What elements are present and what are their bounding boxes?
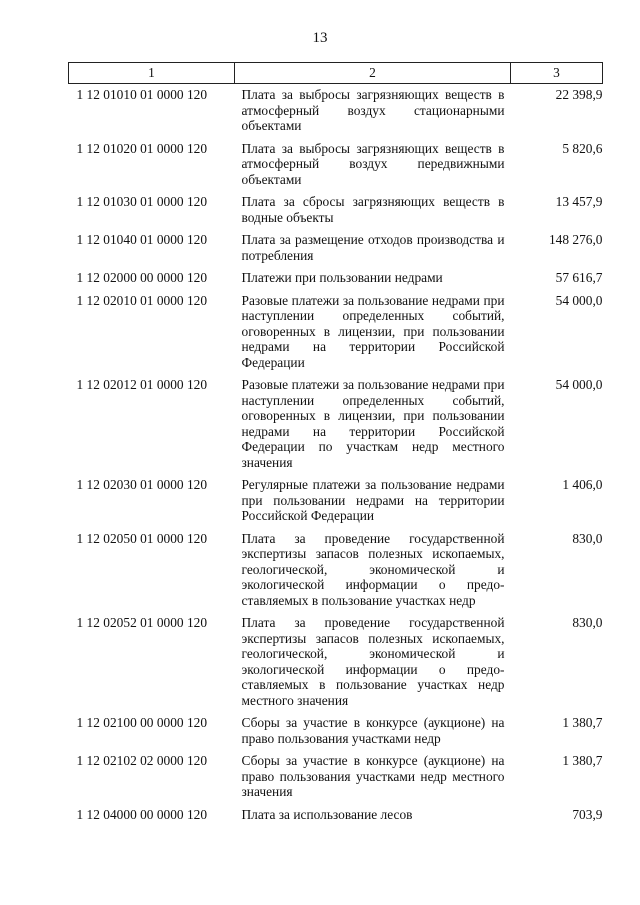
table-row bbox=[69, 528, 603, 613]
column-header-code: 1 bbox=[69, 63, 235, 84]
row-name: Плата за проведение государственной экспертизы запасов полезных ископаемых, геологической, экономической и экологической информации о предоставляемых в пользование участках недр местного значения bbox=[241, 615, 505, 708]
page-number: 13 bbox=[312, 30, 328, 46]
table-row bbox=[69, 712, 603, 750]
row-name: Платежи при пользовании недрами bbox=[241, 270, 443, 285]
row-amount: 54 000,0 bbox=[555, 377, 603, 392]
table-row bbox=[69, 267, 603, 290]
table-row bbox=[69, 290, 603, 375]
row-name: Сборы за участие в конкурсе (аукционе) на право пользования участками недр местного значения bbox=[241, 753, 505, 799]
row-name: Плата за размещение отходов производства и потребления bbox=[241, 232, 505, 263]
row-amount: 22 398,9 bbox=[555, 87, 603, 102]
row-amount: 13 457,9 bbox=[555, 194, 603, 209]
row-name: Плата за выбросы загрязняющих веществ в атмосферный воздух стационарными объектами bbox=[241, 87, 505, 133]
row-code: 1 12 01020 01 0000 120 bbox=[76, 140, 208, 156]
row-code: 1 12 02050 01 0000 120 bbox=[76, 530, 208, 546]
column-header-amount: 3 bbox=[511, 63, 603, 84]
row-code: 1 12 02030 01 0000 120 bbox=[76, 477, 208, 492]
row-code: 1 12 01030 01 0000 120 bbox=[76, 194, 208, 209]
table-row bbox=[69, 750, 603, 804]
row-code: 1 12 02100 00 0000 120 bbox=[76, 715, 208, 730]
row-name: Регулярные платежи за пользование недрами при пользовании недрами на территории Российской Федерации bbox=[241, 477, 505, 523]
row-name: Плата за сбросы загрязняющих веществ в водные объекты bbox=[241, 194, 505, 225]
row-amount: 1 406,0 bbox=[562, 477, 603, 492]
row-code: 1 12 04000 00 0000 120 bbox=[76, 806, 208, 822]
row-amount: 148 276,0 bbox=[548, 232, 603, 247]
table-row bbox=[69, 229, 603, 267]
row-amount: 54 000,0 bbox=[555, 292, 603, 308]
row-amount: 1 380,7 bbox=[562, 753, 603, 768]
row-name: Плата за использование лесов bbox=[241, 806, 413, 822]
row-amount: 57 616,7 bbox=[555, 270, 603, 285]
row-name: Разовые платежи за пользование недрами при наступлении определенных событий, оговоренных в лицензии, при пользовании недрами на территории Российской Федерации по участкам недр местного значения bbox=[241, 377, 505, 470]
row-name: Разовые платежи за пользование недрами при наступлении определенных событий, оговоренных в лицензии, при пользовании недрами на территории Российской Федерации bbox=[241, 292, 505, 370]
table-row bbox=[69, 138, 603, 192]
row-name: Плата за выбросы загрязняющих веществ в атмосферный воздух передвижными объектами bbox=[241, 140, 505, 187]
table-row bbox=[69, 474, 603, 528]
row-name: Плата за проведение государственной экспертизы запасов полезных ископаемых, геологической, экономической и экологической информации о предоставляемых в пользование участках недр bbox=[241, 530, 505, 608]
table-row bbox=[69, 804, 603, 827]
table-row bbox=[69, 374, 603, 474]
row-code: 1 12 02000 00 0000 120 bbox=[76, 270, 208, 285]
row-amount: 1 380,7 bbox=[562, 715, 603, 730]
row-code: 1 12 02052 01 0000 120 bbox=[76, 615, 208, 630]
row-amount: 830,0 bbox=[572, 530, 603, 546]
row-code: 1 12 01040 01 0000 120 bbox=[76, 232, 208, 247]
row-code: 1 12 01010 01 0000 120 bbox=[76, 87, 208, 102]
column-header-name: 2 bbox=[235, 63, 511, 84]
table-header-row bbox=[69, 63, 603, 84]
table-row bbox=[69, 612, 603, 712]
row-name: Сборы за участие в конкурсе (аукционе) на право пользования участками недр bbox=[241, 715, 505, 746]
table-row bbox=[69, 191, 603, 229]
table-row bbox=[69, 84, 603, 138]
row-amount: 830,0 bbox=[572, 615, 603, 630]
row-amount: 703,9 bbox=[572, 806, 603, 822]
row-code: 1 12 02012 01 0000 120 bbox=[76, 377, 208, 392]
row-code: 1 12 02102 02 0000 120 bbox=[76, 753, 208, 768]
row-code: 1 12 02010 01 0000 120 bbox=[76, 292, 208, 308]
budget-revenue-table bbox=[68, 62, 603, 826]
row-amount: 5 820,6 bbox=[562, 140, 603, 156]
